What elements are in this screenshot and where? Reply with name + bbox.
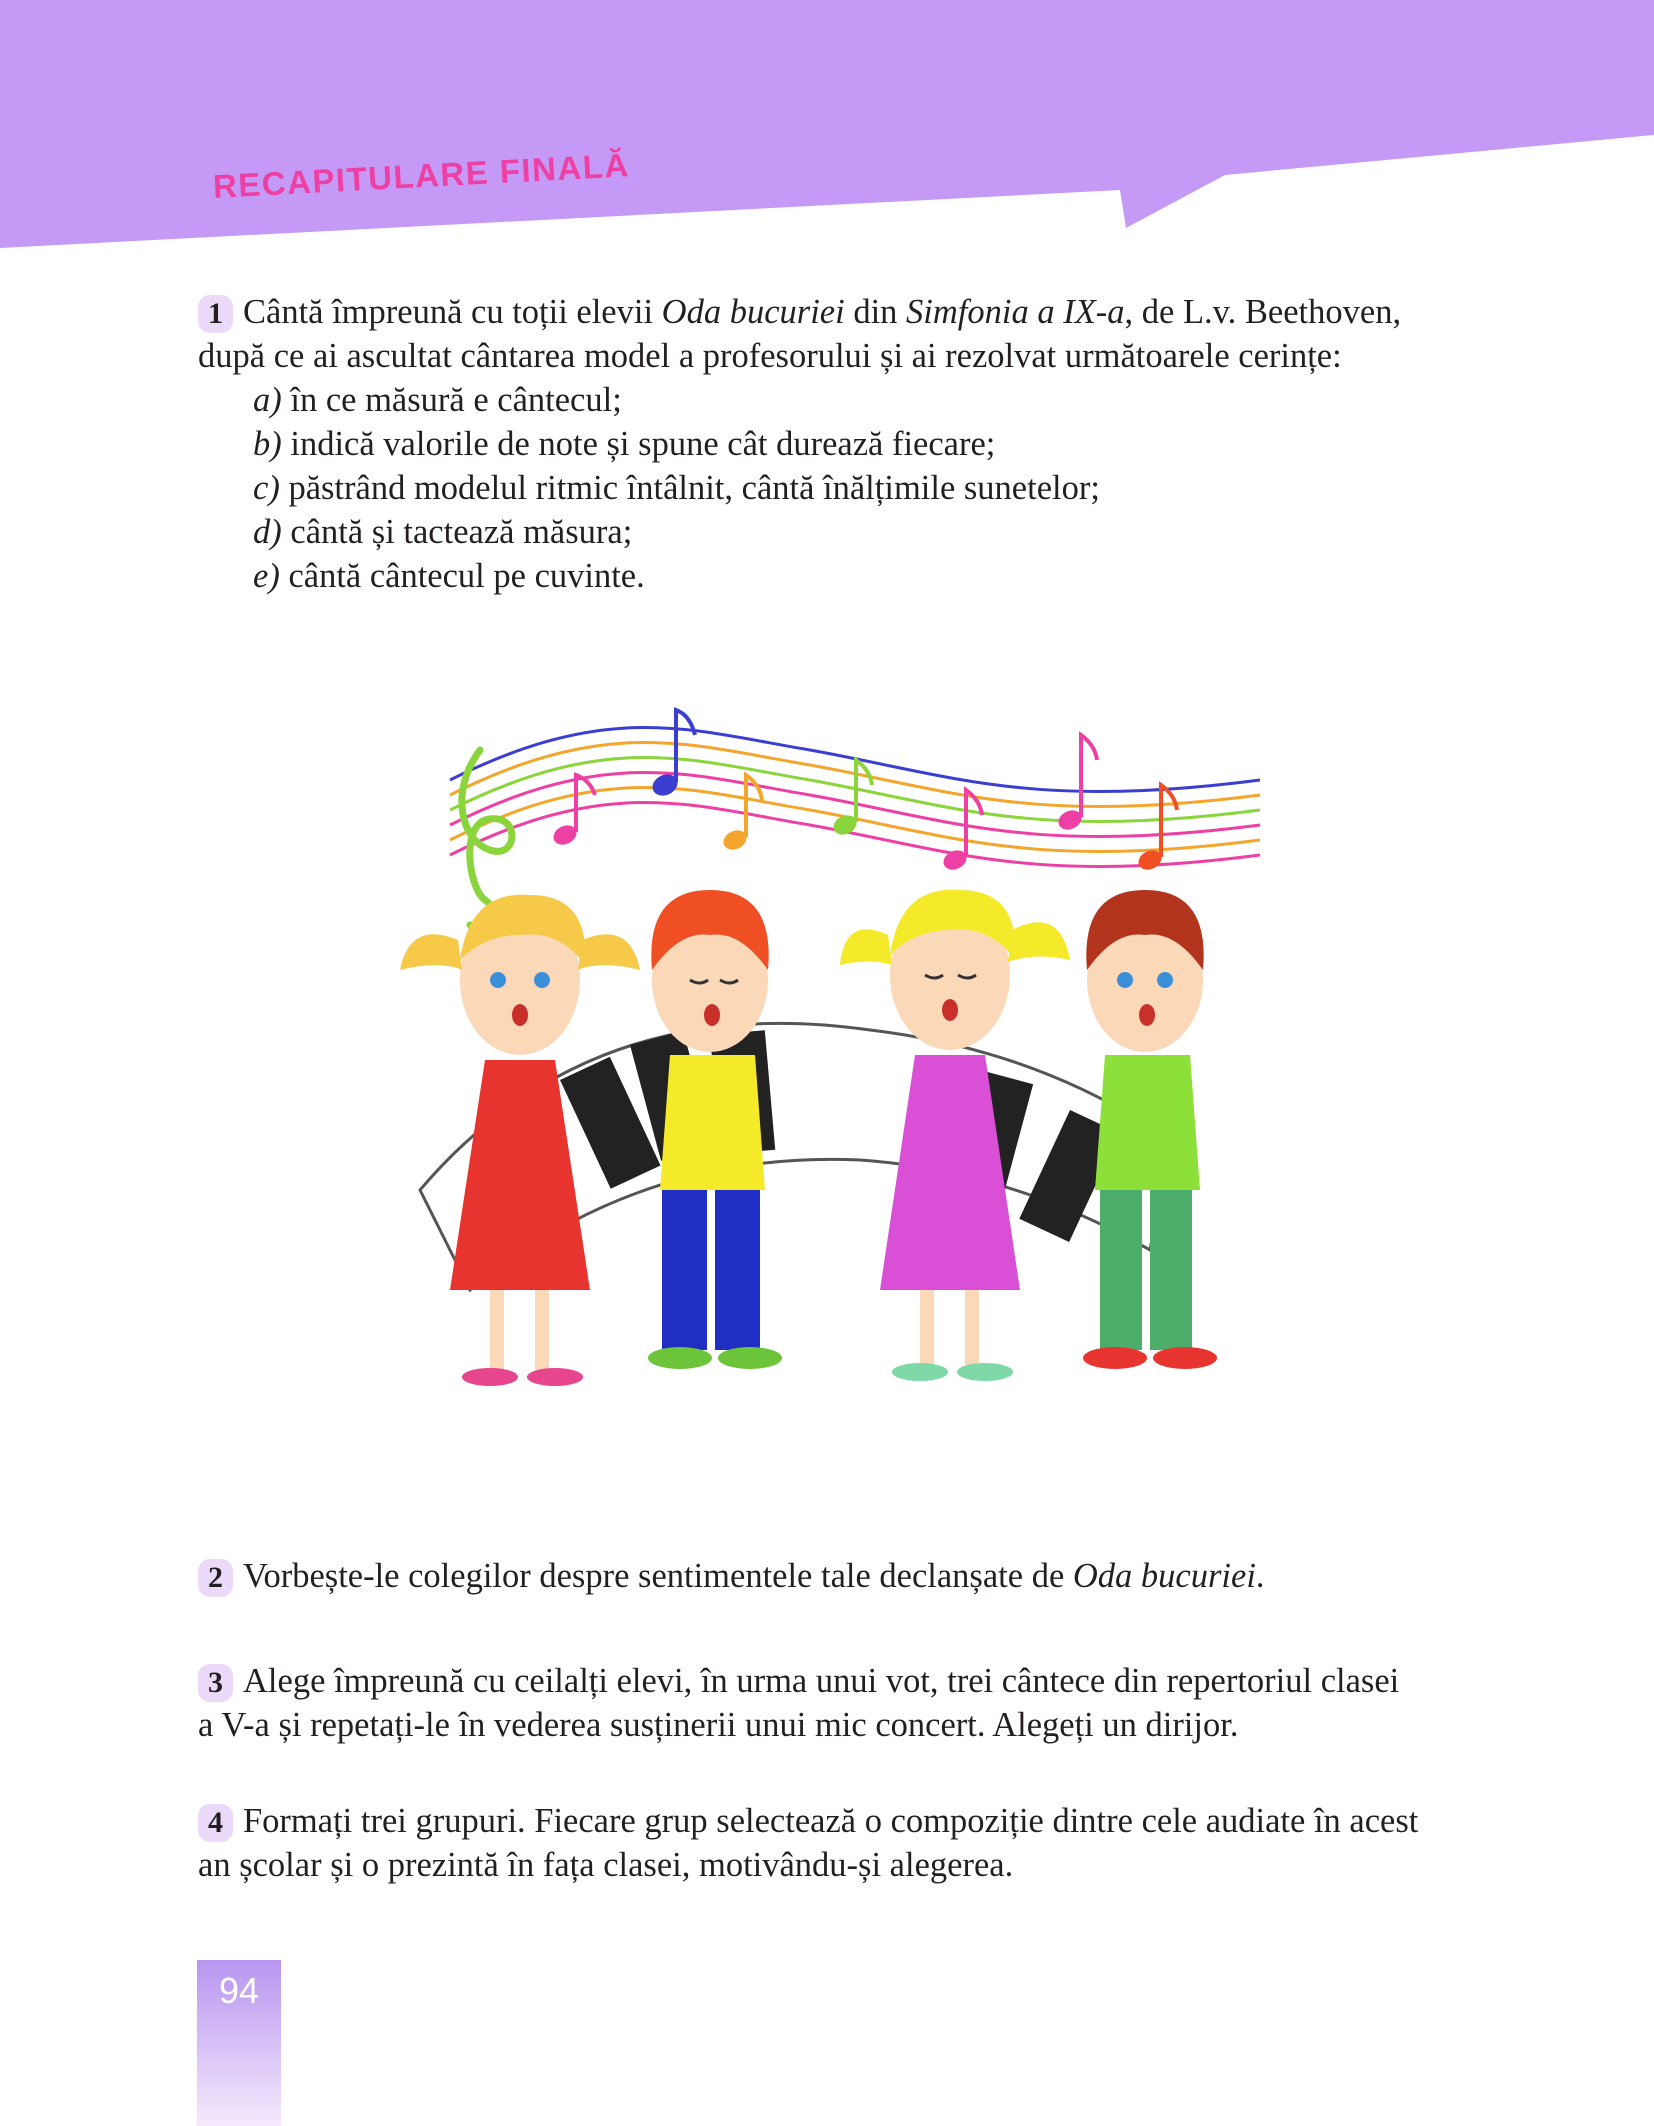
list-item: c) păstrând modelul ritmic întâlnit, cântă înălțimile sunetelor; bbox=[253, 469, 1100, 507]
task-3: 3 Alege împreună cu ceilalți elevi, în urma unui vot, trei cântece din repertoriul clasei a V-a și repetați-le în vederea susținerii unui mic concert. Alegeți un dirijor. bbox=[198, 1662, 1400, 1744]
list-item: d) cântă și tactează măsura; bbox=[253, 513, 633, 551]
list-item: a) în ce măsură e cântecul; bbox=[253, 381, 622, 419]
singing-children-illustration bbox=[390, 690, 1290, 1490]
page-number: 94 bbox=[218, 1970, 260, 2011]
task-number: 4 bbox=[198, 1804, 233, 1842]
task-1-line-2: după ce ai ascultat cântarea model a profesorului și ai rezolvat următoarele cerințe: bbox=[198, 337, 1342, 375]
list-item: b) indică valorile de note și spune cât durează fiecare; bbox=[253, 425, 996, 463]
header-banner bbox=[0, 0, 1654, 260]
task-number: 1 bbox=[198, 295, 233, 333]
task-number: 2 bbox=[198, 1559, 233, 1597]
task-4: 4 Formați trei grupuri. Fiecare grup selectează o compoziție dintre cele audiate în acest an școlar și o prezintă în fața clasei, motivându-și alegerea. bbox=[198, 1802, 1419, 1884]
section-title: RECAPITULARE FINALĂ bbox=[212, 146, 631, 206]
song-title: Oda bucuriei bbox=[661, 293, 845, 331]
list-item: e) cântă cântecul pe cuvinte. bbox=[253, 557, 645, 595]
symphony-title: Simfonia a IX-a bbox=[906, 293, 1125, 331]
boy-green-shirt bbox=[1083, 890, 1217, 1369]
requirements-list bbox=[198, 378, 1498, 598]
task-2: 2 Vorbește-le colegilor despre sentimentele tale declanșate de Oda bucuriei. bbox=[198, 1554, 1498, 1598]
song-title: Oda bucuriei bbox=[1072, 1557, 1256, 1595]
page-number-tab bbox=[197, 1960, 281, 2126]
task-number: 3 bbox=[198, 1664, 233, 1702]
task-1: 1 Cântă împreună cu toții elevii Oda bucuriei din Simfonia a IX-a, de L.v. Beethoven, după ce ai ascultat cântarea model a profesorului și ai rezolvat următoarele cerințe: a) în ce măsură e cântecul; b) indică valorile de note și spune cât durează fiecare; c) păstrând modelul ritmic întâlnit, cântă înălțimile sunetelor; d) cântă și tactează măsura; e) cântă cântecul pe cuvinte. bbox=[198, 290, 1498, 598]
